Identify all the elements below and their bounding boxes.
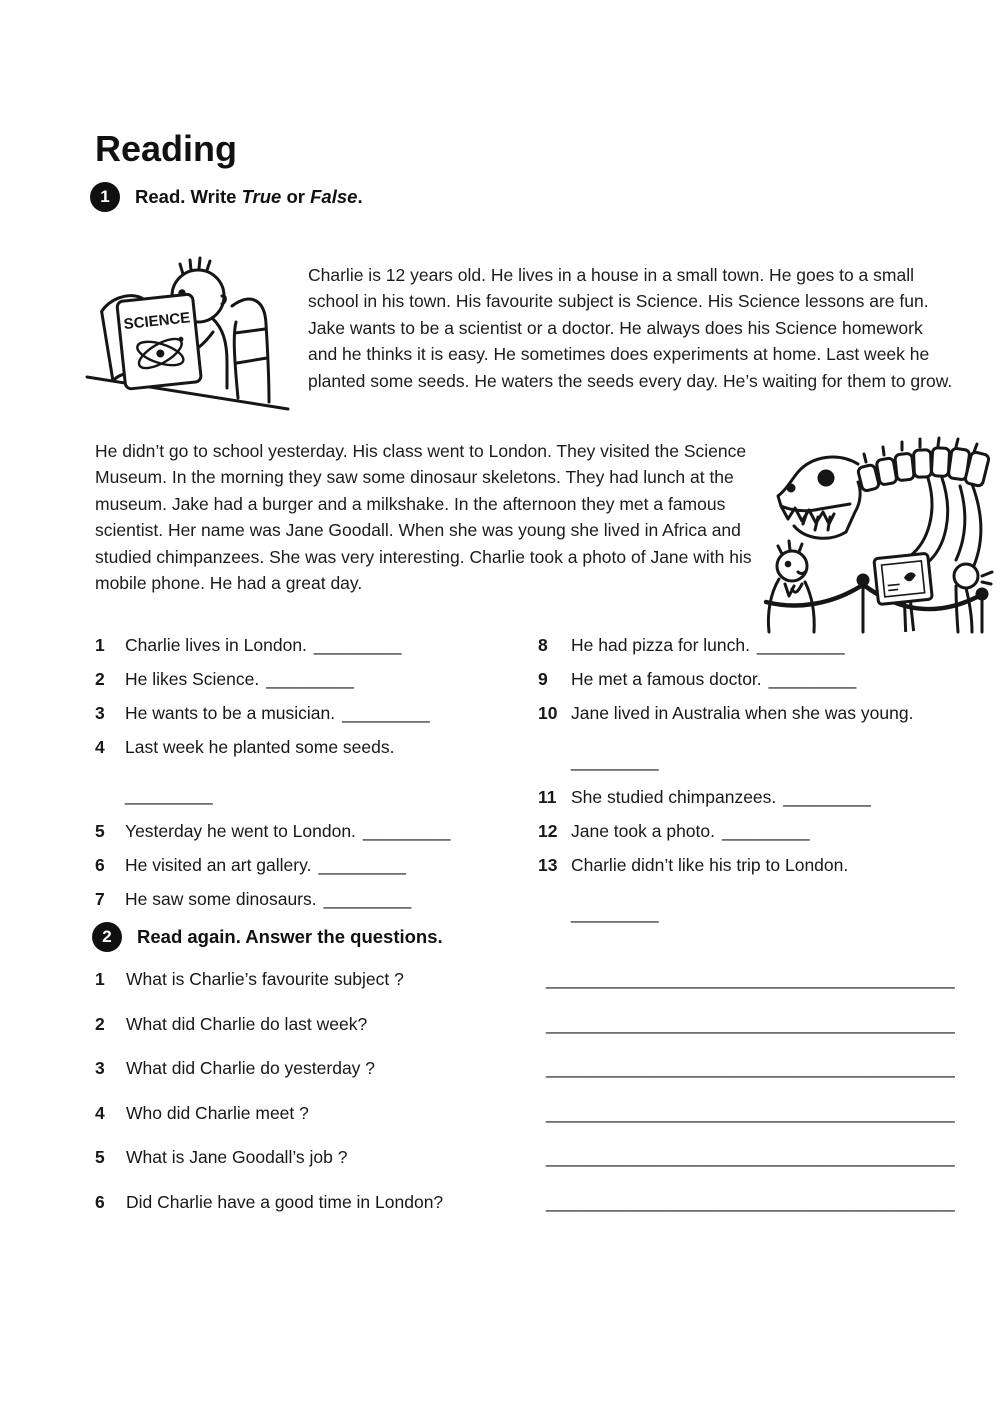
answer-line[interactable]: __________________________________________ (546, 1102, 955, 1123)
answer-blank[interactable]: _________ (571, 751, 659, 771)
true-false-list-right (538, 632, 978, 936)
answer-line[interactable]: __________________________________________ (546, 1147, 955, 1167)
question-text: What did Charlie do last week? (126, 1013, 368, 1034)
answer-blank[interactable]: _________ (323, 889, 412, 909)
question-text: Who did Charlie meet ? (126, 1102, 309, 1123)
item-text: Charlie lives in London. (125, 635, 307, 655)
instruction-text: . (357, 186, 363, 207)
question-6 (95, 1189, 957, 1216)
item-number: 7 (95, 889, 105, 909)
questions-list (95, 966, 957, 1233)
question-number: 5 (95, 1147, 105, 1167)
boy-reading-illustration (85, 236, 290, 421)
question-number: 2 (95, 1013, 105, 1034)
tf-item-5 (95, 818, 523, 845)
item-text: He had pizza for lunch. (571, 635, 750, 655)
answer-blank[interactable]: _________ (722, 821, 810, 841)
item-text: Charlie didn’t like his trip to London. (571, 855, 849, 875)
tf-item-8 (538, 632, 978, 659)
item-text: He met a famous doctor. (571, 669, 762, 689)
reading-passage-2: He didn’t go to school yesterday. His class went to London. They visited the Science Museum. In the morning they saw some dinosaur skeletons. They had lunch at the museum. Jake had a burger and a milkshake. In the afternoon they met a famous scientist. Her name was Jane Goodall. When she was young she lived in Africa and studied chimpanzees. She was very interesting. Charlie took a photo of Jane with his mobile phone. He had a great day. (95, 440, 752, 593)
answer-blank[interactable]: _________ (266, 669, 354, 689)
question-4 (95, 1100, 957, 1127)
answer-line[interactable]: __________________________________________ (546, 969, 955, 989)
answer-line[interactable]: __________________________________________ (546, 1058, 955, 1078)
answer-blank[interactable]: _________ (313, 635, 402, 655)
section-2-number-badge: 2 (92, 922, 122, 952)
item-number: 2 (95, 669, 105, 689)
tf-item-1 (95, 632, 523, 659)
true-false-list-left (95, 632, 523, 920)
section-1-instruction (135, 182, 363, 212)
tf-item-11 (538, 784, 978, 811)
answer-blank[interactable]: _________ (757, 635, 845, 655)
item-number: 11 (538, 787, 557, 807)
question-number: 1 (95, 969, 105, 989)
item-number: 9 (538, 669, 548, 689)
answer-blank[interactable]: _________ (342, 703, 430, 723)
tf-item-6 (95, 852, 523, 879)
question-2 (95, 1011, 957, 1038)
item-text: Last week he planted some seeds. (125, 737, 395, 757)
item-text: She studied chimpanzees. (571, 787, 777, 807)
tf-item-13 (538, 852, 978, 929)
reading-passage-1: Charlie is 12 years old. He lives in a house in a small town. He goes to a small school in his town. His favourite subject is Science. His Science lessons are fun. Jake wants to be a scientist or a doctor. He always does his Science homework and he thinks it is easy. He sometimes does experiments at home. Last week he planted some seeds. He waters the seeds every day. He’s waiting for them to grow. (308, 264, 953, 391)
item-text: He saw some dinosaurs. (125, 889, 317, 909)
answer-line[interactable]: __________________________________________ (546, 1013, 955, 1034)
tf-item-12 (538, 818, 978, 845)
item-number: 10 (538, 703, 558, 723)
answer-blank[interactable]: _________ (783, 787, 871, 807)
page-title: Reading (95, 128, 238, 170)
question-text: What is Charlie’s favourite subject ? (126, 969, 404, 989)
tf-item-4 (95, 734, 523, 811)
item-text: He likes Science. (125, 669, 260, 689)
item-text: He wants to be a musician. (125, 703, 336, 723)
question-5 (95, 1144, 957, 1171)
answer-blank[interactable]: _________ (571, 903, 659, 923)
item-number: 6 (95, 855, 105, 875)
item-number: 8 (538, 635, 548, 655)
item-text: He visited an art gallery. (125, 855, 312, 875)
item-text: Jane took a photo. (571, 821, 715, 841)
tf-item-9 (538, 666, 978, 693)
book-cover-label: SCIENCE (122, 309, 191, 334)
question-3 (95, 1055, 957, 1082)
dinosaur-skeleton-illustration (758, 426, 998, 634)
instruction-text: Read. Write (135, 186, 242, 207)
question-number: 6 (95, 1191, 105, 1212)
instruction-italic-true: True (241, 186, 282, 207)
answer-blank[interactable]: _________ (362, 821, 451, 841)
answer-blank[interactable]: _________ (768, 669, 857, 689)
instruction-italic-false: False (310, 186, 358, 207)
section-2-instruction: Read again. Answer the questions. (137, 926, 443, 947)
section-1-number-badge: 1 (90, 182, 120, 212)
question-number: 3 (95, 1058, 105, 1078)
item-text: Yesterday he went to London. (125, 821, 356, 841)
answer-blank[interactable]: _________ (318, 855, 407, 875)
item-number: 5 (95, 821, 105, 841)
question-text: Did Charlie have a good time in London? (126, 1191, 444, 1212)
section-1-header (90, 182, 363, 212)
item-number: 12 (538, 821, 558, 841)
item-number: 3 (95, 703, 105, 723)
item-number: 4 (95, 737, 105, 757)
question-1 (95, 966, 957, 993)
tf-item-3 (95, 700, 523, 727)
question-number: 4 (95, 1102, 105, 1123)
answer-line[interactable]: __________________________________________ (546, 1191, 955, 1212)
tf-item-2 (95, 666, 523, 693)
tf-item-7 (95, 886, 523, 913)
item-number: 13 (538, 855, 558, 875)
question-text: What did Charlie do yesterday ? (126, 1058, 376, 1078)
item-text: Jane lived in Australia when she was young. (571, 703, 914, 723)
answer-blank[interactable]: _________ (125, 785, 213, 805)
item-number: 1 (95, 635, 105, 655)
section-2-header (92, 922, 443, 952)
instruction-text: or (281, 186, 311, 207)
question-text: What is Jane Goodall’s job ? (126, 1147, 348, 1167)
tf-item-10 (538, 700, 978, 777)
